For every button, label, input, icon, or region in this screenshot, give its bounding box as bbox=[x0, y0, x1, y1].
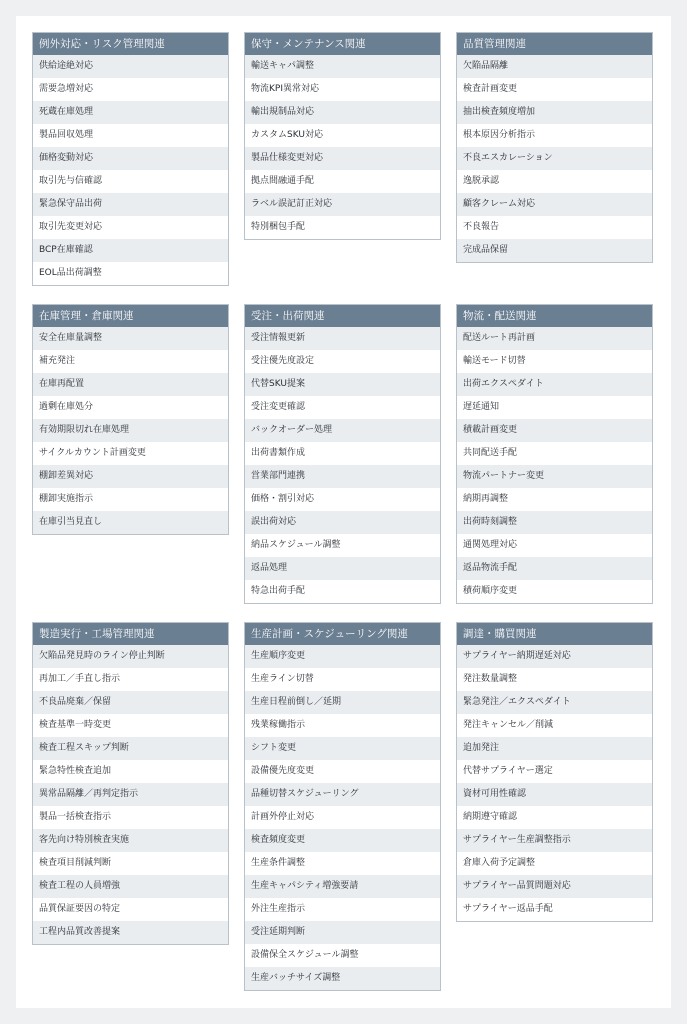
card-header: 受注・出荷関連 bbox=[245, 305, 440, 327]
card-item[interactable]: 生産順序変更 bbox=[245, 645, 440, 668]
card-item[interactable]: 取引先変更対応 bbox=[33, 216, 228, 239]
card-item[interactable]: 返品物流手配 bbox=[457, 557, 652, 580]
card-item[interactable]: 物流パートナー変更 bbox=[457, 465, 652, 488]
card-item[interactable]: 出荷エクスペダイト bbox=[457, 373, 652, 396]
card-item[interactable]: 残業稼働指示 bbox=[245, 714, 440, 737]
card-item[interactable]: 生産キャパシティ増強要請 bbox=[245, 875, 440, 898]
card-item[interactable]: 価格変動対応 bbox=[33, 147, 228, 170]
card-item[interactable]: 追加発注 bbox=[457, 737, 652, 760]
card-header: 品質管理関連 bbox=[457, 33, 652, 55]
card-header: 製造実行・工場管理関連 bbox=[33, 623, 228, 645]
card-item[interactable]: 需要急増対応 bbox=[33, 78, 228, 101]
card-item[interactable]: 価格・割引対応 bbox=[245, 488, 440, 511]
card-list bbox=[33, 645, 228, 944]
card-item[interactable]: 外注生産指示 bbox=[245, 898, 440, 921]
card-item[interactable]: 受注延期判断 bbox=[245, 921, 440, 944]
card-item[interactable]: 発注キャンセル／削減 bbox=[457, 714, 652, 737]
card-item[interactable]: 輸送モード切替 bbox=[457, 350, 652, 373]
card-item[interactable]: ラベル誤記訂正対応 bbox=[245, 193, 440, 216]
card-item[interactable]: サイクルカウント計画変更 bbox=[33, 442, 228, 465]
card-list bbox=[33, 327, 228, 534]
card-item[interactable]: 受注変更確認 bbox=[245, 396, 440, 419]
card-item[interactable]: 輸出規制品対応 bbox=[245, 101, 440, 124]
card-item[interactable]: バックオーダー処理 bbox=[245, 419, 440, 442]
card-item[interactable]: 積載計画変更 bbox=[457, 419, 652, 442]
card-item[interactable]: 棚卸実施指示 bbox=[33, 488, 228, 511]
card-item[interactable]: 配送ルート再計画 bbox=[457, 327, 652, 350]
card-item[interactable]: 特急出荷手配 bbox=[245, 580, 440, 603]
card-item[interactable]: 納品スケジュール調整 bbox=[245, 534, 440, 557]
card-list bbox=[457, 55, 652, 262]
card-item[interactable]: 生産ライン切替 bbox=[245, 668, 440, 691]
card-item[interactable]: 過剰在庫処分 bbox=[33, 396, 228, 419]
card-list bbox=[245, 645, 440, 990]
card-item[interactable]: 生産バッチサイズ調整 bbox=[245, 967, 440, 990]
card-maintenance bbox=[244, 32, 441, 240]
card-item[interactable]: 納期再調整 bbox=[457, 488, 652, 511]
card-item[interactable]: 不良報告 bbox=[457, 216, 652, 239]
card-item[interactable]: 顧客クレーム対応 bbox=[457, 193, 652, 216]
card-item[interactable]: EOL品出荷調整 bbox=[33, 262, 228, 285]
card-item[interactable]: 検査項目削減判断 bbox=[33, 852, 228, 875]
card-item[interactable]: 取引先与信確認 bbox=[33, 170, 228, 193]
card-item[interactable]: 計画外停止対応 bbox=[245, 806, 440, 829]
card-item[interactable]: 代替SKU提案 bbox=[245, 373, 440, 396]
card-header: 物流・配送関連 bbox=[457, 305, 652, 327]
card-item[interactable]: 出荷時刻調整 bbox=[457, 511, 652, 534]
card-item[interactable]: 納期遵守確認 bbox=[457, 806, 652, 829]
card-exception-risk bbox=[32, 32, 229, 286]
card-item[interactable]: 生産条件調整 bbox=[245, 852, 440, 875]
card-item[interactable]: 棚卸差異対応 bbox=[33, 465, 228, 488]
card-header: 例外対応・リスク管理関連 bbox=[33, 33, 228, 55]
card-item[interactable]: 検査工程スキップ判断 bbox=[33, 737, 228, 760]
card-item[interactable]: 物流KPI異常対応 bbox=[245, 78, 440, 101]
card-production-planning bbox=[244, 622, 441, 991]
card-item[interactable]: 検査頻度変更 bbox=[245, 829, 440, 852]
card-header: 在庫管理・倉庫関連 bbox=[33, 305, 228, 327]
card-item[interactable]: 出荷書類作成 bbox=[245, 442, 440, 465]
card-item[interactable]: 在庫再配置 bbox=[33, 373, 228, 396]
card-quality bbox=[456, 32, 653, 263]
card-item[interactable]: 代替サプライヤー選定 bbox=[457, 760, 652, 783]
card-item[interactable]: 不良エスカレーション bbox=[457, 147, 652, 170]
card-item[interactable]: 倉庫入荷予定調整 bbox=[457, 852, 652, 875]
card-item[interactable]: 欠陥品発見時のライン停止判断 bbox=[33, 645, 228, 668]
card-item[interactable]: 発注数量調整 bbox=[457, 668, 652, 691]
card-item[interactable]: 設備保全スケジュール調整 bbox=[245, 944, 440, 967]
card-inventory bbox=[32, 304, 229, 535]
card-item[interactable]: 製品仕様変更対応 bbox=[245, 147, 440, 170]
card-item[interactable]: 検査計画変更 bbox=[457, 78, 652, 101]
card-item[interactable]: 通関処理対応 bbox=[457, 534, 652, 557]
card-logistics bbox=[456, 304, 653, 604]
card-item[interactable]: 誤出荷対応 bbox=[245, 511, 440, 534]
card-list bbox=[457, 327, 652, 603]
card-item[interactable]: 返品処理 bbox=[245, 557, 440, 580]
card-item[interactable]: 在庫引当見直し bbox=[33, 511, 228, 534]
card-item[interactable]: 特別梱包手配 bbox=[245, 216, 440, 239]
card-item[interactable]: 完成品保留 bbox=[457, 239, 652, 262]
card-item[interactable]: 工程内品質改善提案 bbox=[33, 921, 228, 944]
card-item[interactable]: 遅延通知 bbox=[457, 396, 652, 419]
card-header: 調達・購買関連 bbox=[457, 623, 652, 645]
card-item[interactable]: 欠陥品隔離 bbox=[457, 55, 652, 78]
card-item[interactable]: 逸脱承認 bbox=[457, 170, 652, 193]
card-item[interactable]: サプライヤー納期遅延対応 bbox=[457, 645, 652, 668]
card-order-shipping bbox=[244, 304, 441, 604]
card-item[interactable]: 製品回収処理 bbox=[33, 124, 228, 147]
card-item[interactable]: 積荷順序変更 bbox=[457, 580, 652, 603]
card-item[interactable]: 緊急発注／エクスペダイト bbox=[457, 691, 652, 714]
card-item[interactable]: 受注優先度設定 bbox=[245, 350, 440, 373]
card-list bbox=[33, 55, 228, 285]
card-list bbox=[457, 645, 652, 921]
card-item[interactable]: カスタムSKU対応 bbox=[245, 124, 440, 147]
card-item[interactable]: 資材可用性確認 bbox=[457, 783, 652, 806]
card-item[interactable]: 緊急特性検査追加 bbox=[33, 760, 228, 783]
card-item[interactable]: 輸送キャパ調整 bbox=[245, 55, 440, 78]
card-list bbox=[245, 327, 440, 603]
card-manufacturing bbox=[32, 622, 229, 945]
card-item[interactable]: 検査基準一時変更 bbox=[33, 714, 228, 737]
card-item[interactable]: サプライヤー返品手配 bbox=[457, 898, 652, 921]
card-item[interactable]: 設備優先度変更 bbox=[245, 760, 440, 783]
card-item[interactable]: 製品一括検査指示 bbox=[33, 806, 228, 829]
card-item[interactable]: 品質保証要因の特定 bbox=[33, 898, 228, 921]
card-header: 保守・メンテナンス関連 bbox=[245, 33, 440, 55]
card-item[interactable]: 安全在庫量調整 bbox=[33, 327, 228, 350]
card-item[interactable]: 補充発注 bbox=[33, 350, 228, 373]
page bbox=[16, 16, 671, 1008]
card-item[interactable]: 客先向け特別検査実施 bbox=[33, 829, 228, 852]
card-item[interactable]: 根本原因分析指示 bbox=[457, 124, 652, 147]
card-item[interactable]: 受注情報更新 bbox=[245, 327, 440, 350]
card-item[interactable]: 不良品廃棄／保留 bbox=[33, 691, 228, 714]
card-item[interactable]: 抽出検査頻度増加 bbox=[457, 101, 652, 124]
card-item[interactable]: 検査工程の人員増強 bbox=[33, 875, 228, 898]
card-item[interactable]: 異常品隔離／再判定指示 bbox=[33, 783, 228, 806]
card-item[interactable]: 営業部門連携 bbox=[245, 465, 440, 488]
card-item[interactable]: 品種切替スケジューリング bbox=[245, 783, 440, 806]
card-item[interactable]: 生産日程前倒し／延期 bbox=[245, 691, 440, 714]
card-procurement bbox=[456, 622, 653, 922]
card-item[interactable]: 供給途絶対応 bbox=[33, 55, 228, 78]
card-item[interactable]: 拠点間融通手配 bbox=[245, 170, 440, 193]
card-list bbox=[245, 55, 440, 239]
card-item[interactable]: 死蔵在庫処理 bbox=[33, 101, 228, 124]
card-header: 生産計画・スケジューリング関連 bbox=[245, 623, 440, 645]
card-item[interactable]: 再加工／手直し指示 bbox=[33, 668, 228, 691]
card-item[interactable]: サプライヤー生産調整指示 bbox=[457, 829, 652, 852]
card-item[interactable]: 共同配送手配 bbox=[457, 442, 652, 465]
card-item[interactable]: シフト変更 bbox=[245, 737, 440, 760]
card-item[interactable]: 緊急保守品出荷 bbox=[33, 193, 228, 216]
card-item[interactable]: 有効期限切れ在庫処理 bbox=[33, 419, 228, 442]
card-item[interactable]: サプライヤー品質問題対応 bbox=[457, 875, 652, 898]
card-item[interactable]: BCP在庫確認 bbox=[33, 239, 228, 262]
